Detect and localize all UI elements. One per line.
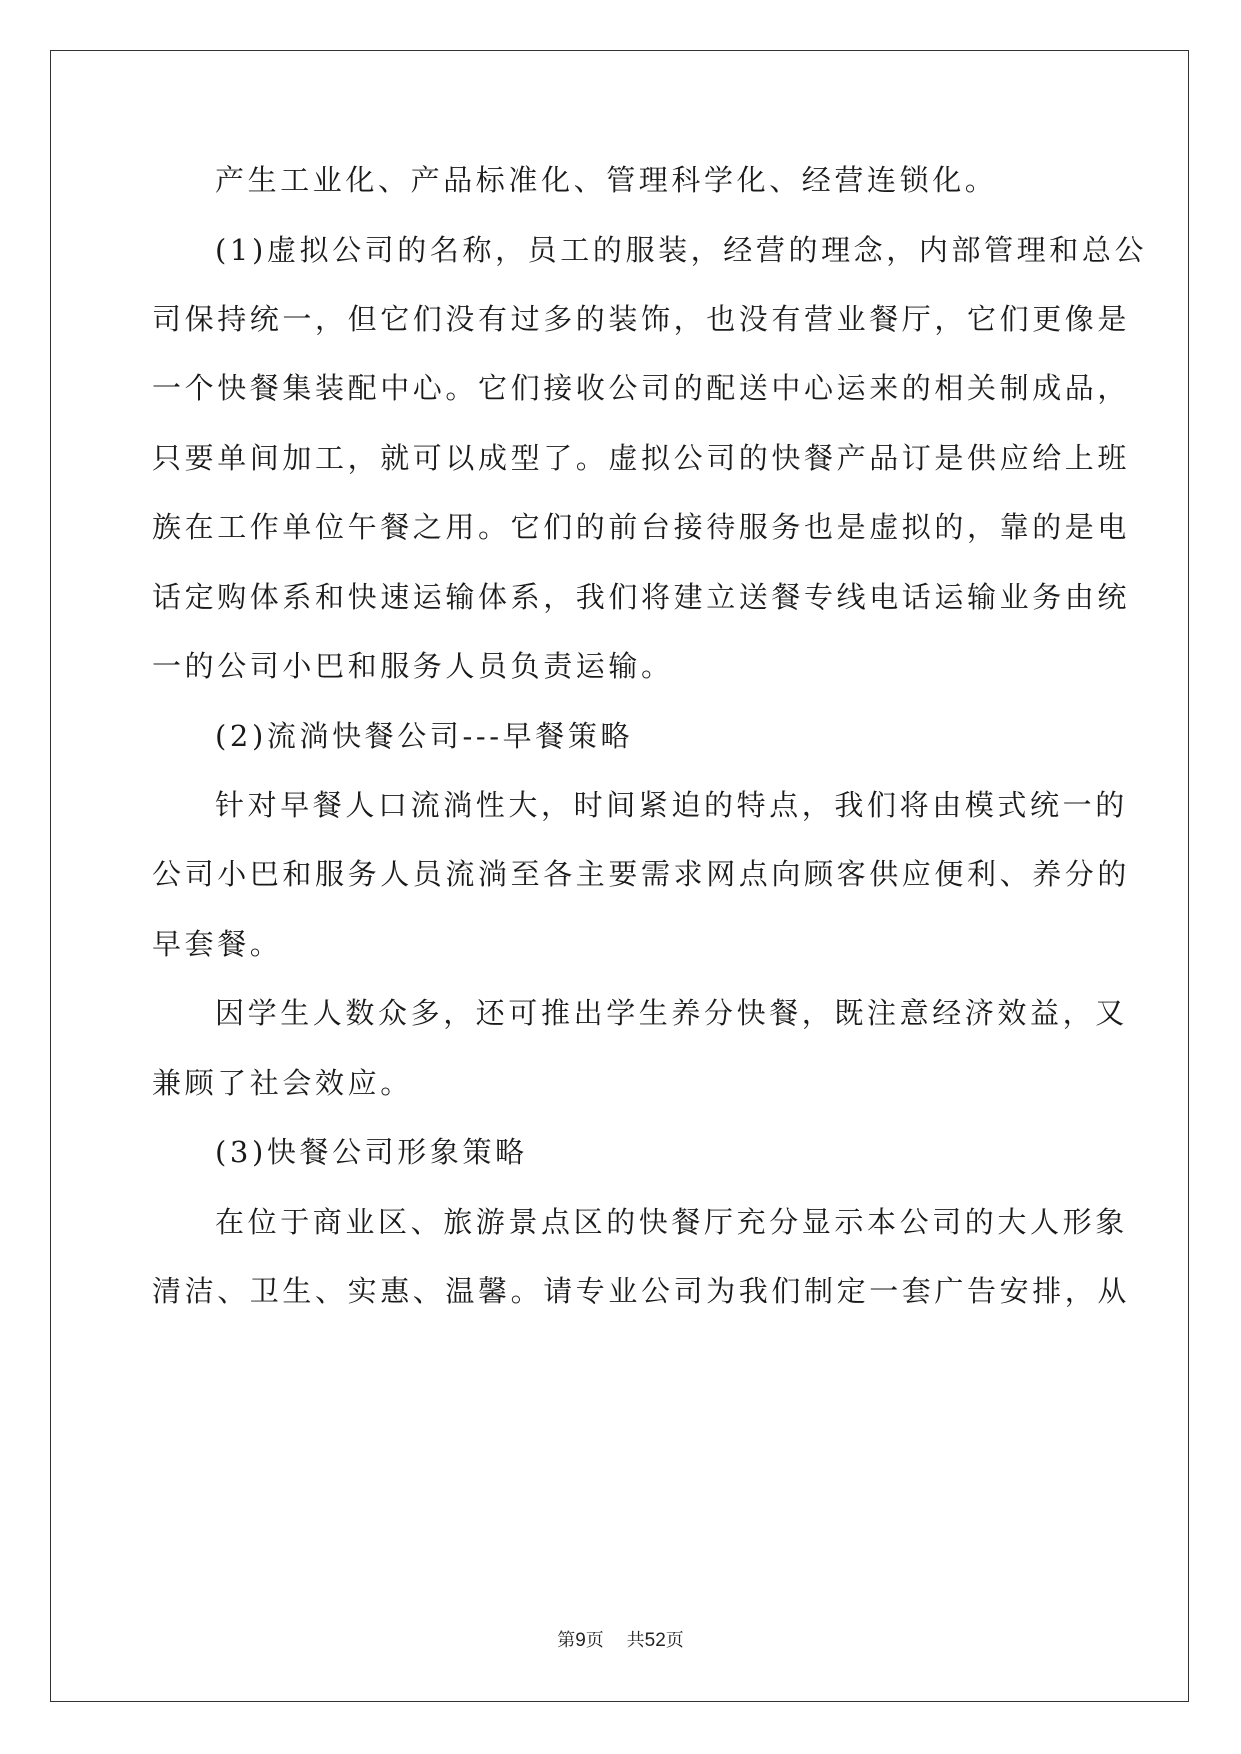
section-heading: (3)快餐公司形象策略: [215, 1135, 528, 1169]
paragraph-line: 针对早餐人口流淌性大，时间紧迫的特点，我们将由模式统一的: [215, 788, 1128, 822]
footer-prefix: 第: [557, 1630, 576, 1651]
paragraph-line: 只要单间加工，就可以成型了。虚拟公司的快餐产品订是供应给上班: [152, 441, 1131, 475]
paragraph-line: 在位于商业区、旅游景点区的快餐厅充分显示本公司的大人形象: [215, 1205, 1128, 1239]
section-heading: (2)流淌快餐公司---早餐策略: [215, 719, 634, 753]
paragraph-line: 话定购体系和快速运输体系，我们将建立送餐专线电话运输业务由统: [152, 580, 1131, 614]
total-pages: 52: [644, 1630, 666, 1651]
footer-total-prefix: 共: [626, 1630, 645, 1651]
paragraph-line: 一的公司小巴和服务人员负责运输。: [152, 649, 674, 683]
paragraph-line: 因学生人数众多，还可推出学生养分快餐，既注意经济效益，又: [215, 996, 1128, 1030]
paragraph-line: 产生工业化、产品标准化、管理科学化、经营连锁化。: [215, 163, 998, 197]
paragraph-line: 早套餐。: [152, 927, 283, 961]
paragraph-line: 族在工作单位午餐之用。它们的前台接待服务也是虚拟的，靠的是电: [152, 510, 1131, 544]
paragraph-line: (1)虚拟公司的名称，员工的服装，经营的理念，内部管理和总公: [215, 233, 1148, 267]
paragraph-line: 清洁、卫生、实惠、温馨。请专业公司为我们制定一套广告安排，从: [152, 1274, 1131, 1308]
paragraph-line: 一个快餐集装配中心。它们接收公司的配送中心运来的相关制成品，: [152, 371, 1131, 405]
footer-page-suffix: 页: [585, 1630, 604, 1651]
page-footer: [0, 1626, 1241, 1652]
footer-total-suffix: 页: [665, 1630, 684, 1651]
page-number: 9: [575, 1630, 586, 1651]
paragraph-line: 司保持统一，但它们没有过多的装饰，也没有营业餐厅，它们更像是: [152, 302, 1131, 336]
paragraph-line: 兼顾了社会效应。: [152, 1066, 413, 1100]
paragraph-line: 公司小巴和服务人员流淌至各主要需求网点向顾客供应便利、养分的: [152, 857, 1131, 891]
